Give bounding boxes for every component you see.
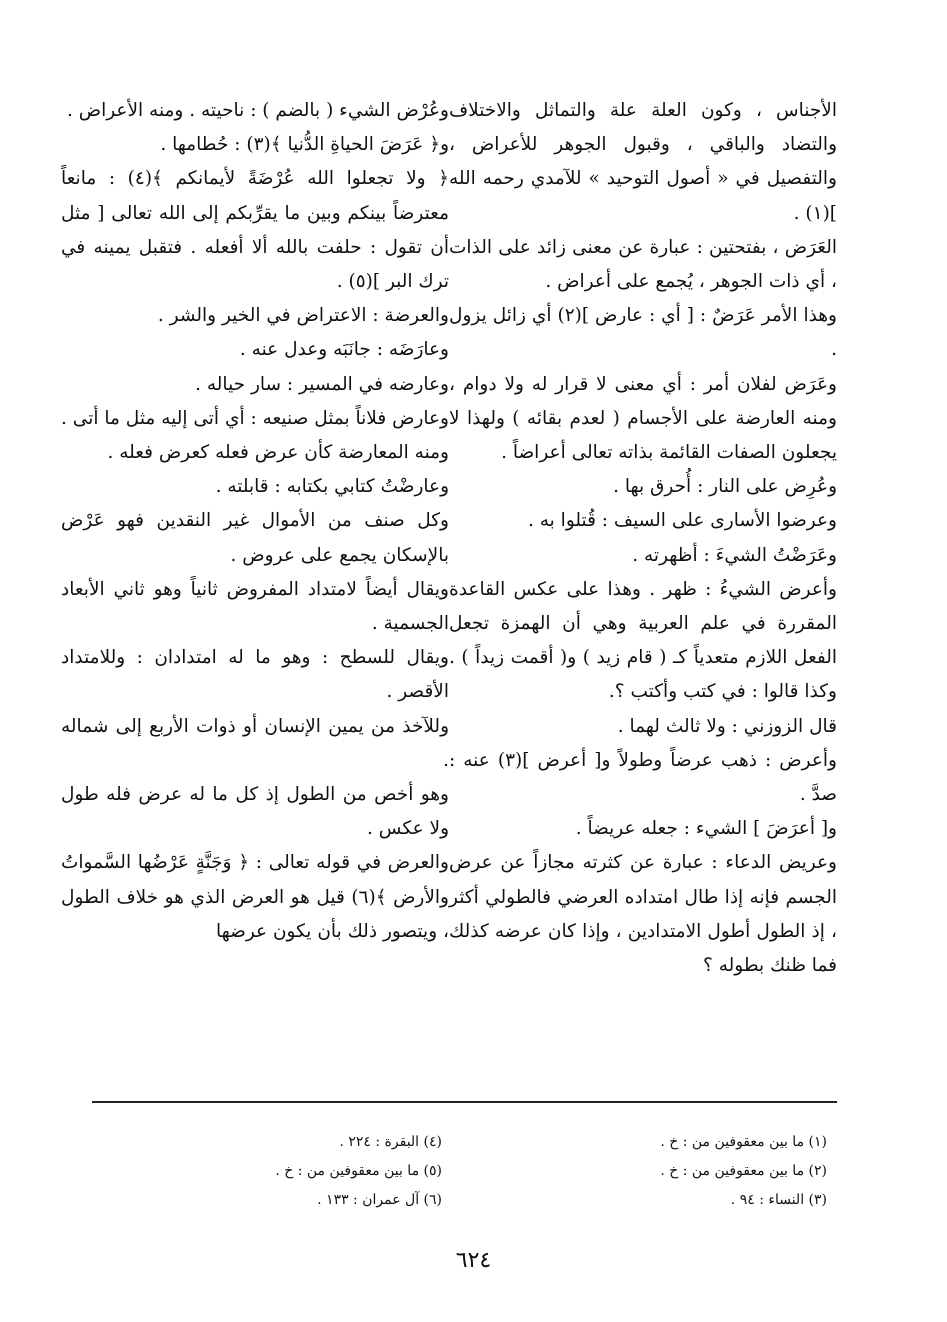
footnotes-right <box>487 1128 827 1215</box>
footnote: (٢) ما بين معقوفين من : خ . <box>660 1163 827 1179</box>
paragraph: وأعرض الشيءُ : ظهر . وهذا على عكس القاعدة المقررة في علم العربية وهي أن الهمزة تجعل الفعل اللازم متعدياً كـ ( قام زيد ) و( أقمت زيداً ) . وكذا قالوا : في كتب وأكتب ؟. <box>449 578 837 703</box>
footnote: (٤) البقرة : ٢٢٤ . <box>339 1134 442 1150</box>
footnote-separator <box>92 1101 837 1103</box>
paragraph: وللآخذ من يمين الإنسان أو ذوات الأربع إلى شماله . <box>61 715 449 771</box>
right-text-column <box>449 94 837 983</box>
paragraph: وعارضْتُ كتابي بكتابه : قابلته . <box>215 476 449 498</box>
paragraph: والعرضة : الاعتراض في الخير والشر . <box>157 305 449 327</box>
paragraph: وعرضوا الأسارى على السيف : قُتلوا به . <box>527 510 837 532</box>
paragraph: الأجناس ، وكون العلة علة والتماثل والاختلاف والتضاد والباقي ، وقبول الجوهر للأعراض ، والتفصيل في « أصول التوحيد » للآمدي رحمه الله ](١) . <box>449 100 837 224</box>
footnote: (٣) النساء : ٩٤ . <box>730 1192 827 1208</box>
paragraph: ويقال أيضاً لامتداد المفروض ثانياً وهو ثاني الأبعاد الجسمية . <box>61 578 449 635</box>
paragraph: وعَرَض لفلان أمر : أي معنى لا قرار له ولا دوام ، ومنه العارضة على الأجسام ( لعدم بقائه ) ولهذا لا يجعلون الصفات القائمة بذاته تعالى أعراضاً . <box>449 373 837 464</box>
paragraph: وعارضه في المسير : سار حياله . <box>195 373 449 395</box>
paragraph: وأعرض : ذهب عرضاً وطولاً و[ أعرض ](٣) عنه : صدَّ . <box>449 749 837 806</box>
paragraph: وكل صنف من الأموال غير النقدين فهو عَرْض بالإسكان يجمع على عروض . <box>61 510 449 566</box>
paragraph: و﴿ عَرَضَ الحياةِ الدُّنيا ﴾(٣) : حُطامها . <box>160 134 449 156</box>
footnote: (١) ما بين معقوفين من : خ . <box>660 1134 827 1150</box>
paragraph: و[ أعرَضَ ] الشيء : جعله عريضاً . <box>575 818 837 840</box>
left-text-column <box>61 94 449 949</box>
paragraph: قال الزوزني : ولا ثالث لهما . <box>617 715 837 737</box>
paragraph: وعُرْض الشيء ( بالضم ) : ناحيته . ومنه الأعراض . <box>66 100 449 121</box>
page-number: ٦٢٤ <box>455 1248 492 1273</box>
paragraph: وعَرَضْتُ الشيءَ : أظهرته . <box>632 544 837 566</box>
paragraph: وهو أخص من الطول إذ كل ما له عرض فله طول ولا عكس . <box>61 784 449 840</box>
footnote: (٦) آل عمران : ١٣٣ . <box>317 1192 442 1208</box>
paragraph: وعريض الدعاء : عبارة عن كثرته مجازاً عن عرض الجسم فإنه إذا طال امتداده العرضي فالطولي أكثر ، إذ الطول أطول الامتدادين ، وإذا كان عرضه كذلك فما ظنك بطوله ؟ <box>449 852 837 977</box>
paragraph: وعارض فلاناً بمثل صنيعه : أي أتى إليه مثل ما أتى . ومنه المعارضة كأن عرض فعله كعرض فعله . <box>61 407 449 464</box>
paragraph: وعارَضَه : جانَبَه وعدل عنه . <box>239 339 449 361</box>
footnotes-left <box>102 1128 442 1215</box>
paragraph: العَرَض ، بفتحتين : عبارة عن معنى زائد على الذات ، أي ذات الجوهر ، يُجمع على أعراض . <box>449 236 837 293</box>
paragraph: ﴿ ولا تجعلوا الله عُرْضَةً لأيمانكم ﴾(٤) : مانعاً معترضاً بينكم وبين ما يقرِّبكم إلى الله تعالى [ مثل أن تقول : حلفت بالله ألا أفعله . فتقبل يمينه في ترك البر ](٥) . <box>61 168 449 293</box>
paragraph: وهذا الأمر عَرَضٌ : [ أي : عارض ](٢) أي زائل يزول . <box>449 305 837 361</box>
paragraph: ويقال للسطح : وهو ما له امتدادان : وللامتداد الأقصر . <box>61 647 449 703</box>
paragraph: وعُرِض على النار : أُحرق بها . <box>613 476 837 498</box>
paragraph: والعرض في قوله تعالى : ﴿ وَجَنَّةٍ عَرْضُها السَّمواتُ والأرض ﴾(٦) قيل هو العرض الذي هو خلاف الطول ، ويتصور ذلك بأن يكون عرضها <box>61 852 449 942</box>
footnote: (٥) ما بين معقوفين من : خ . <box>275 1163 442 1179</box>
